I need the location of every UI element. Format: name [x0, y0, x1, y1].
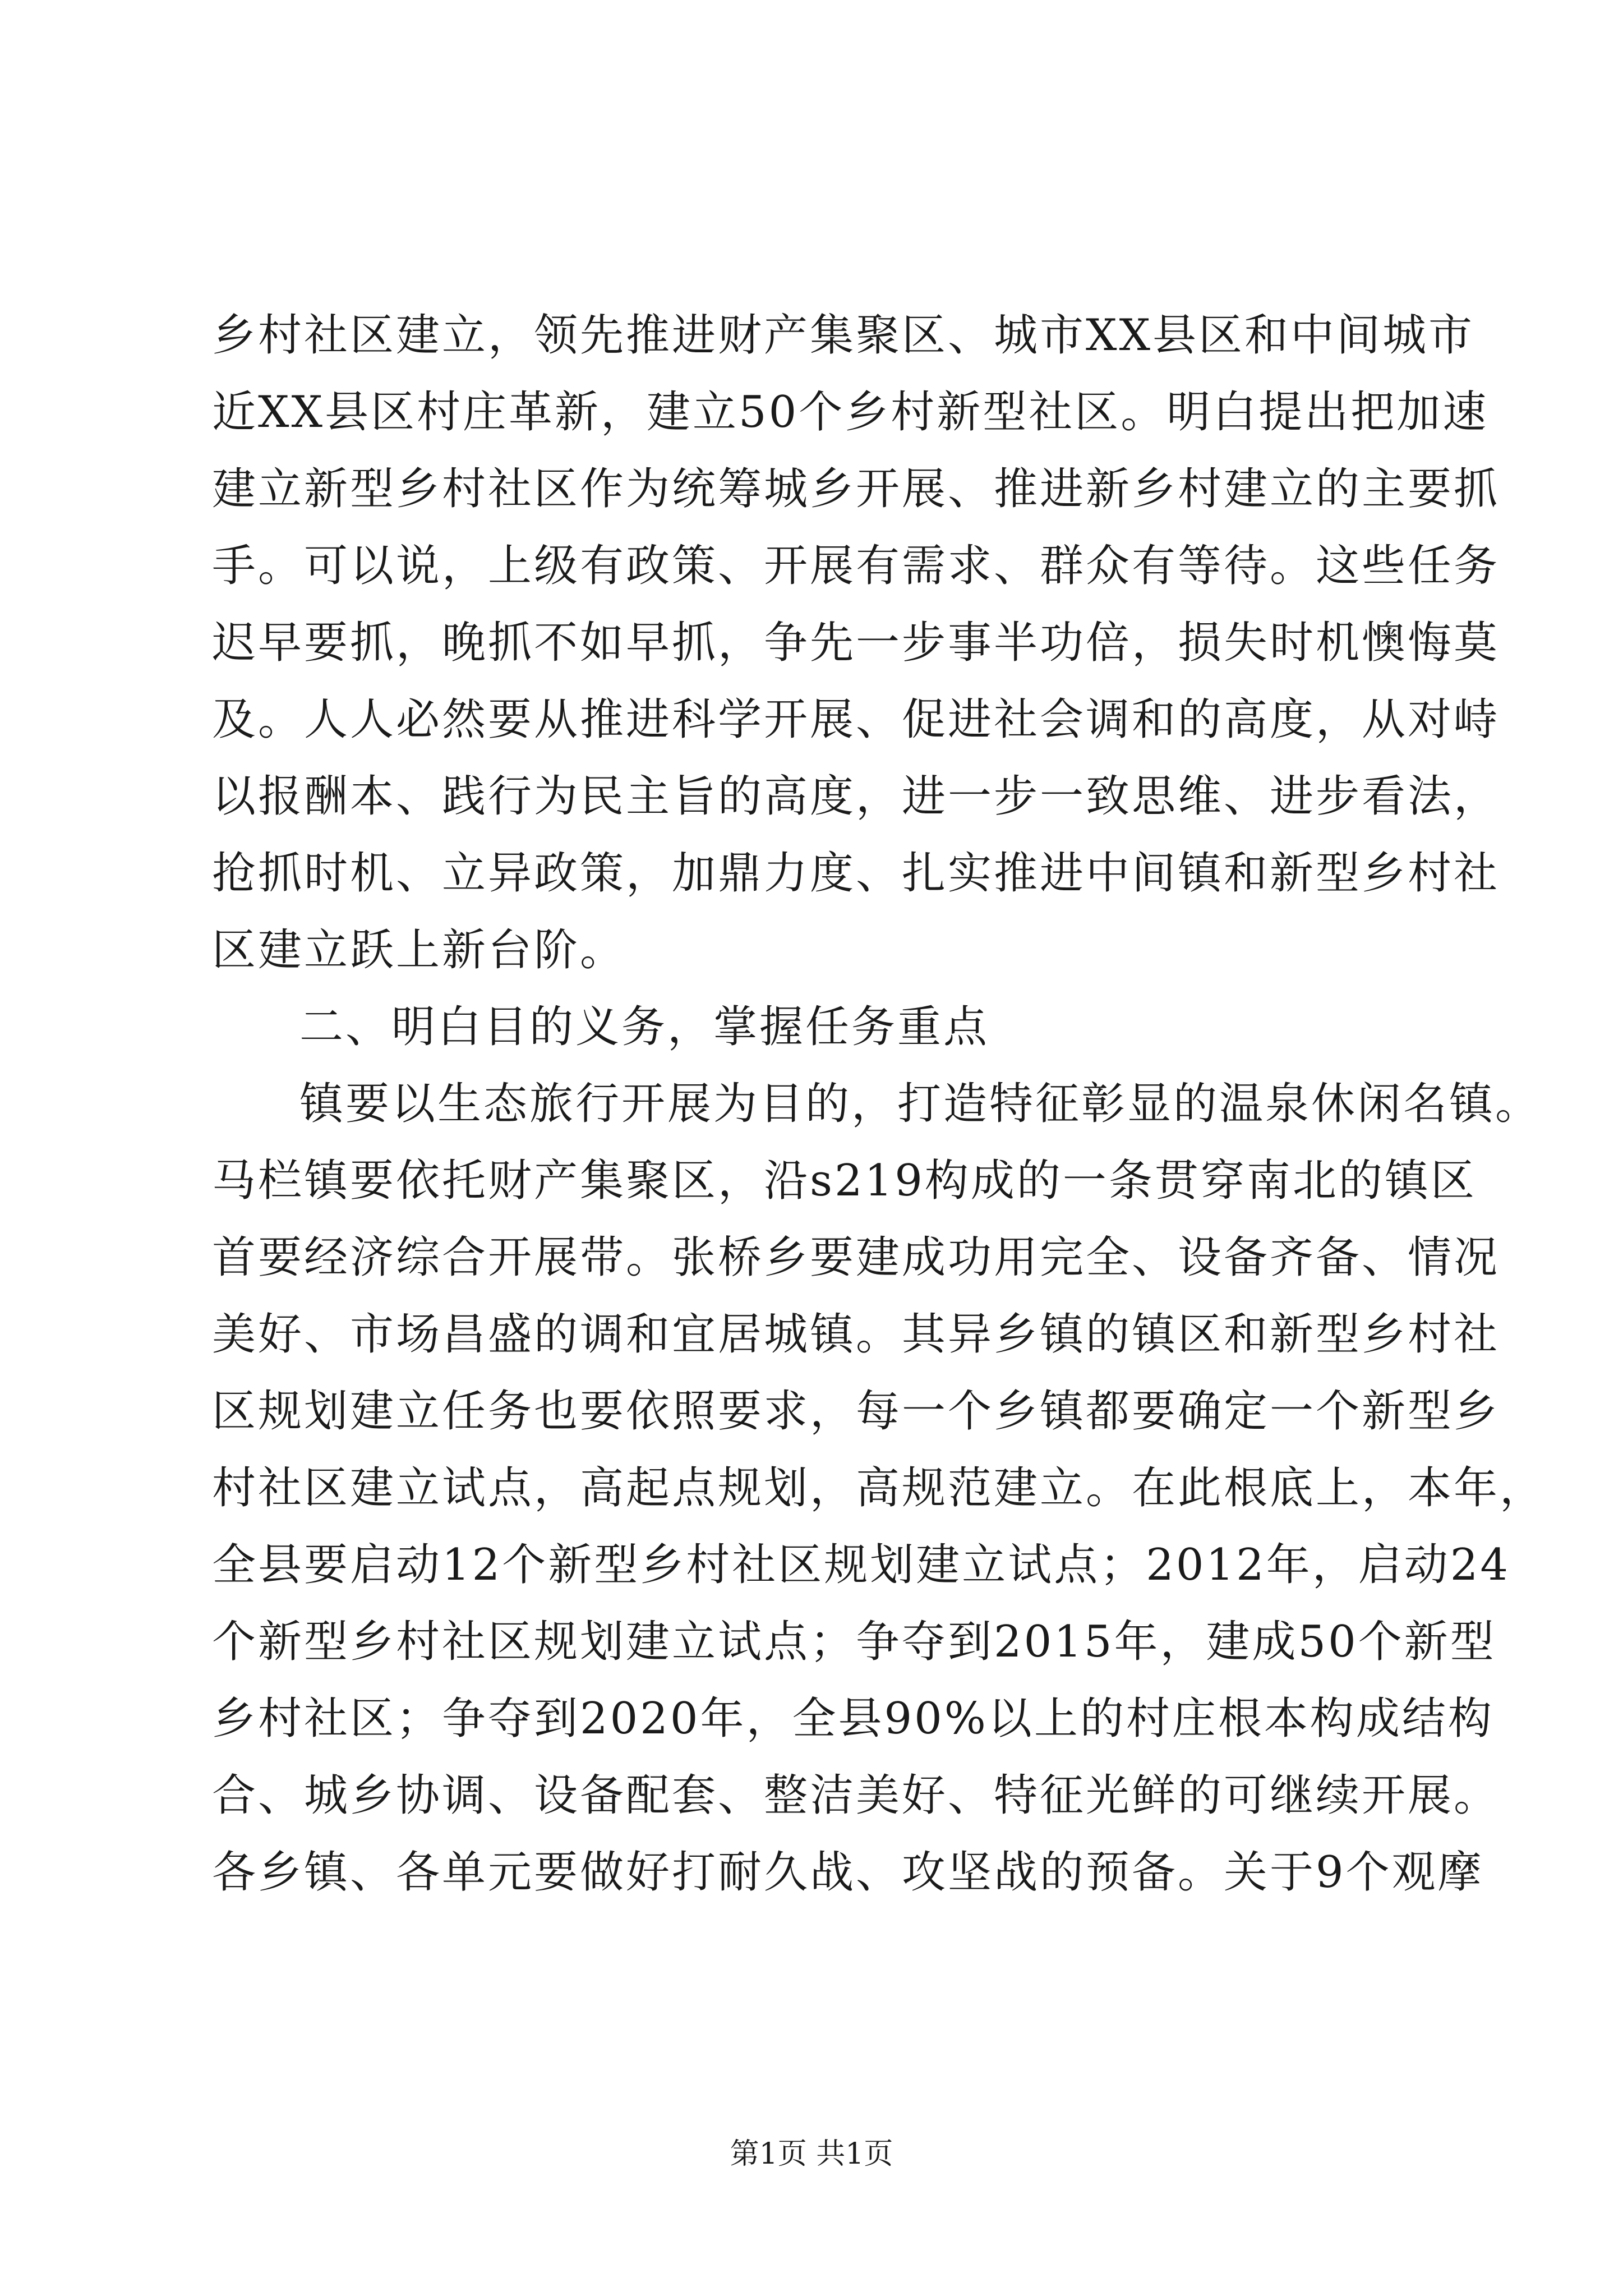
document-body	[212, 297, 1546, 1911]
text-line: 区规划建立任务也要依照要求，每一个乡镇都要确定一个新型乡	[212, 1386, 1500, 1437]
page-number-label: 第1页 共1页	[730, 2137, 893, 2171]
text-line: 建立新型乡村社区作为统筹城乡开展、推进新乡村建立的主要抓	[212, 464, 1500, 514]
page-footer	[0, 2134, 1623, 2174]
text-line: 以报酬本、践行为民主旨的高度，进一步一致思维、进步看法，	[212, 771, 1500, 822]
text-line: 区建立跃上新台阶。	[212, 925, 626, 976]
text-line: 合、城乡协调、设备配套、整洁美好、特征光鲜的可继续开展。	[212, 1770, 1500, 1821]
text-line: 乡村社区建立，领先推进财产集聚区、城市XX县区和中间城市	[212, 310, 1475, 361]
text-line: 马栏镇要依托财产集聚区，沿s219构成的一条贯穿南北的镇区	[212, 1156, 1477, 1206]
text-line: 及。人人必然要从推进科学开展、促进社会调和的高度，从对峙	[212, 694, 1500, 745]
text-line: 镇要以生态旅行开展为目的，打造特征彰显的温泉休闲名镇。	[299, 1079, 1542, 1129]
text-line: 各乡镇、各单元要做好打耐久战、攻坚战的预备。关于9个观摩	[212, 1847, 1484, 1898]
text-line: 手。可以说，上级有政策、开展有需求、群众有等待。这些任务	[212, 541, 1500, 591]
text-line: 全县要启动12个新型乡村社区规划建立试点；2012年，启动24	[212, 1540, 1511, 1590]
text-line: 乡村社区；争夺到2020年，全县90%以上的村庄根本构成结构	[212, 1694, 1494, 1744]
text-line: 个新型乡村社区规划建立试点；争夺到2015年，建成50个新型	[212, 1617, 1496, 1667]
section-heading: 二、明白目的义务，掌握任务重点	[299, 1002, 990, 1052]
text-line: 美好、市场昌盛的调和宜居城镇。其异乡镇的镇区和新型乡村社	[212, 1309, 1500, 1360]
text-line: 首要经济综合开展带。张桥乡要建成功用完全、设备齐备、情况	[212, 1232, 1500, 1283]
text-line: 村社区建立试点，高起点规划，高规范建立。在此根底上，本年，	[212, 1463, 1546, 1513]
text-line: 迟早要抓，晚抓不如早抓，争先一步事半功倍，损失时机懊悔莫	[212, 618, 1500, 668]
text-line: 抢抓时机、立异政策，加鼎力度、扎实推进中间镇和新型乡村社	[212, 848, 1500, 899]
text-line: 近XX县区村庄革新，建立50个乡村新型社区。明白提出把加速	[212, 387, 1489, 438]
